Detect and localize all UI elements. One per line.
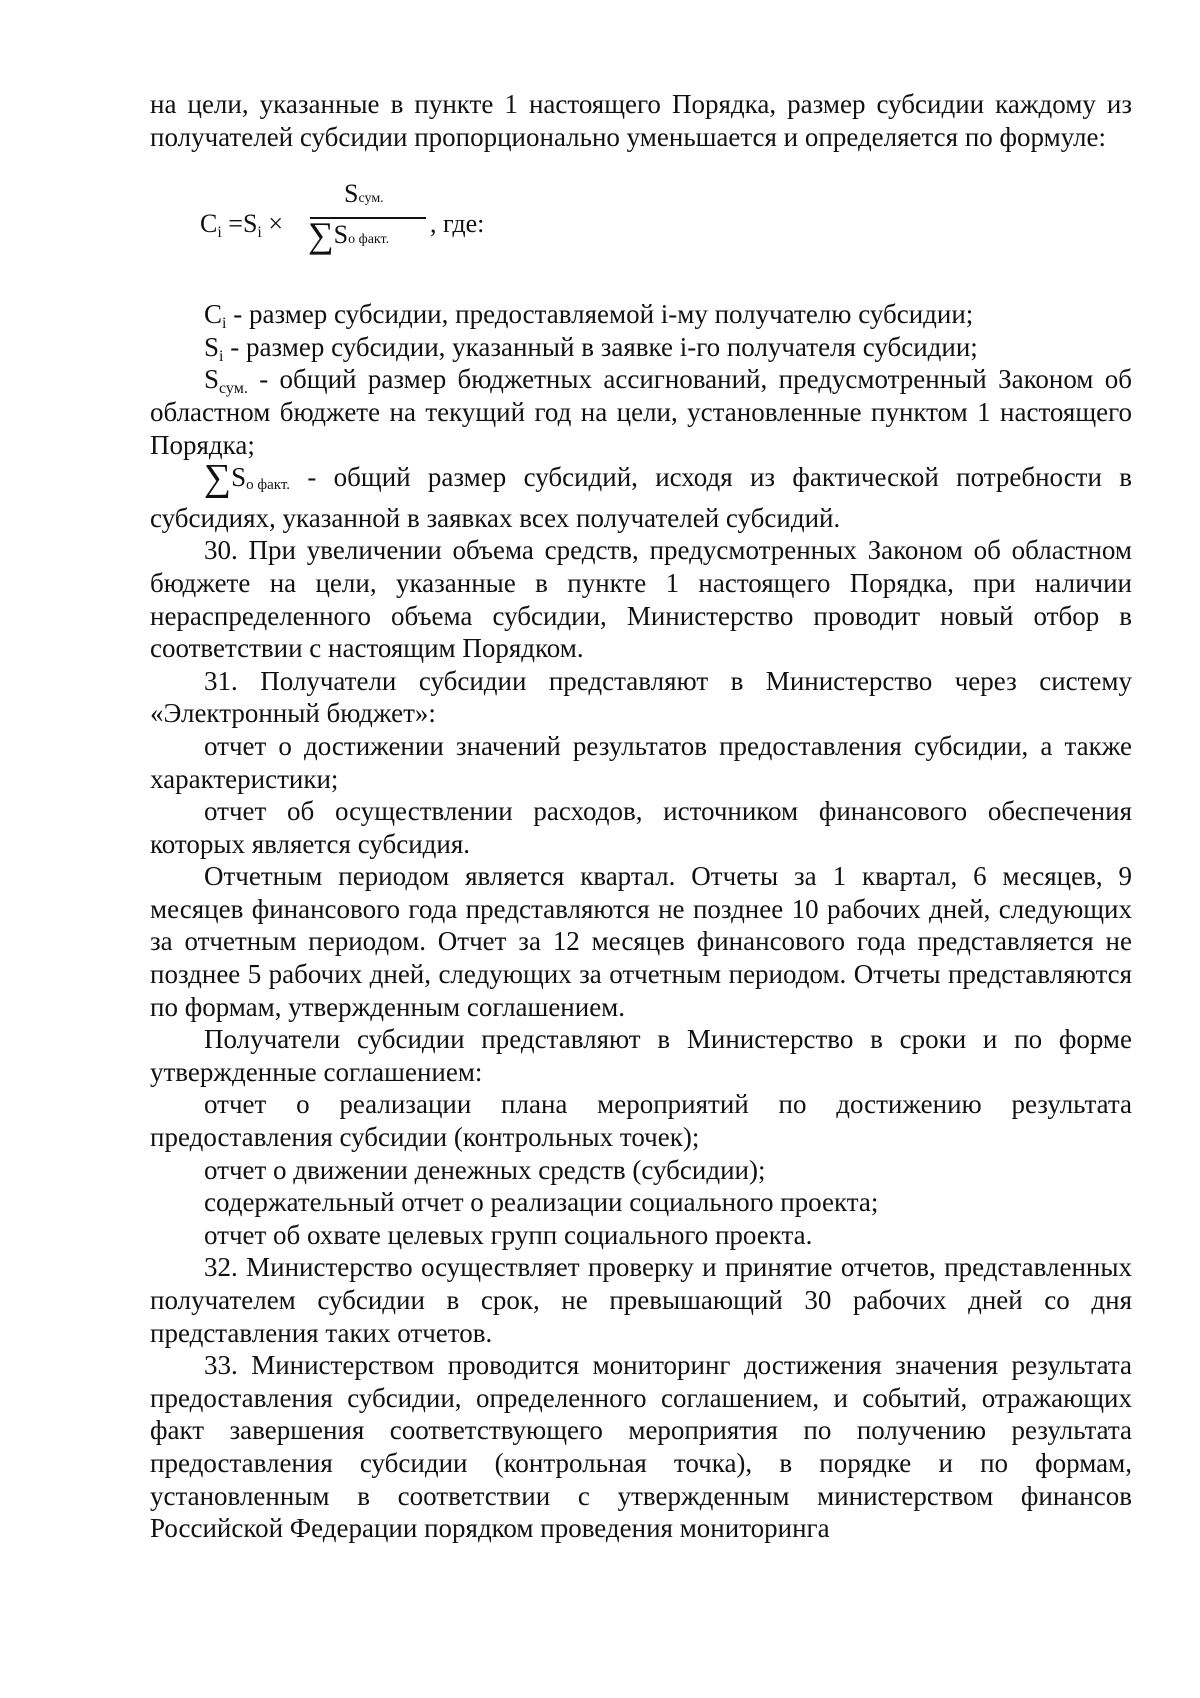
list-item: отчет о реализации плана мероприятий по достижению результата предоставления субсидии (контрольных точек); <box>150 1089 1132 1153</box>
def-ci: $C_i$ - размер субсидии, предоставляемой i-му получателю субсидии; <box>204 299 974 333</box>
intro-paragraph: на цели, указанные в пункте 1 настоящего Порядка, размер субсидии каждому из получателей субсидии пропорционально уменьшается и определяется по формуле: <box>150 89 1132 152</box>
paragraph-32: 32. Министерство осуществляет проверку и принятие отчетов, представленных получателем субсидии в срок, не превышающий 30 рабочих дней со дня представления таких отчетов. <box>150 1252 1132 1348</box>
reports-intro-paragraph: Получатели субсидии представляют в Министерство в сроки и по форме утвержденные соглашением: <box>150 1024 1132 1087</box>
list-item: отчет о движении денежных средств (субсидии); <box>204 1154 766 1185</box>
def-sfact: $\sum S_{о факт.}$ - общий размер субсидий, исходя из фактической потребности в субсидиях, указанной в заявках всех получателей субсидий. <box>150 457 1132 533</box>
reporting-period-paragraph: Отчетным периодом является квартал. Отчеты за 1 квартал, 6 месяцев, 9 месяцев финансового года представляются не позднее 10 рабочих дней, следующих за отчетным периодом. Отчет за 12 месяцев финансового года представляется не позднее 5 рабочих дней, следующих за отчетным периодом. Отчеты представляются по формам, утвержденным соглашением. <box>150 861 1132 1022</box>
paragraph-33: 33. Министерством проводится мониторинг достижения значения результата предоставления субсидии, определенного соглашением, и событий, отражающих факт завершения соответствующего мероприятия по получению результата предоставления субсидии (контрольная точка), в порядке и по формам, установленным в соответствии с утвержденным министерством финансов Российской Федерации порядком проведения мониторинга <box>150 1350 1132 1544</box>
paragraph-30: 30. При увеличении объема средств, предусмотренных Законом об областном бюджете на цели, указанные в пункте 1 настоящего Порядка, при наличии нераспределенного объема субсидии, Министерство проводит новый отбор в соответствии с настоящим Порядком. <box>150 535 1132 664</box>
sigma-term: $\sum S_{о факт.}$ <box>204 457 291 500</box>
list-item: отчет об осуществлении расходов, источником финансового обеспечения которых является субсидия. <box>150 796 1132 859</box>
sigma-symbol: ∑ <box>204 457 232 500</box>
subsidy-formula <box>150 173 1132 273</box>
formula-den-sub: о факт. <box>348 232 390 248</box>
formula-where: , где: <box>430 209 485 239</box>
list-item: отчет о достижении значений результатов предоставления субсидии, а также характеристики; <box>150 730 1132 794</box>
formula-denominator: ∑Sо факт. <box>308 215 390 256</box>
def-si: $S_i$ - размер субсидии, указанный в заявке i-го получателя субсидии; <box>204 331 978 365</box>
list-item: содержательный отчет о реализации социального проекта; <box>204 1187 879 1218</box>
formula-eq-s: =S <box>228 209 258 239</box>
list-item: отчет об охвате целевых групп социального проекта. <box>204 1219 813 1250</box>
formula-num-sub: сум. <box>358 191 384 207</box>
sigma-symbol: ∑ <box>308 215 334 256</box>
document-body <box>150 88 1132 1545</box>
formula-c-sub: i <box>217 224 222 242</box>
paragraph-31: 31. Получатели субсидии представляют в Министерство через систему «Электронный бюджет»: <box>150 665 1132 729</box>
formula-c: C <box>200 209 218 239</box>
def-ssum: $S_{сум.}$ - общий размер бюджетных ассигнований, предусмотренный Законом об областном бюджете на текущий год на цели, установленные пунктом 1 настоящего Порядка; <box>150 364 1132 460</box>
formula-numerator: Sсум. <box>344 179 384 209</box>
formula-s-sub: i <box>257 224 262 242</box>
formula-fraction <box>308 173 428 263</box>
formula-lhs <box>200 208 283 241</box>
formula-times: × <box>268 209 284 239</box>
